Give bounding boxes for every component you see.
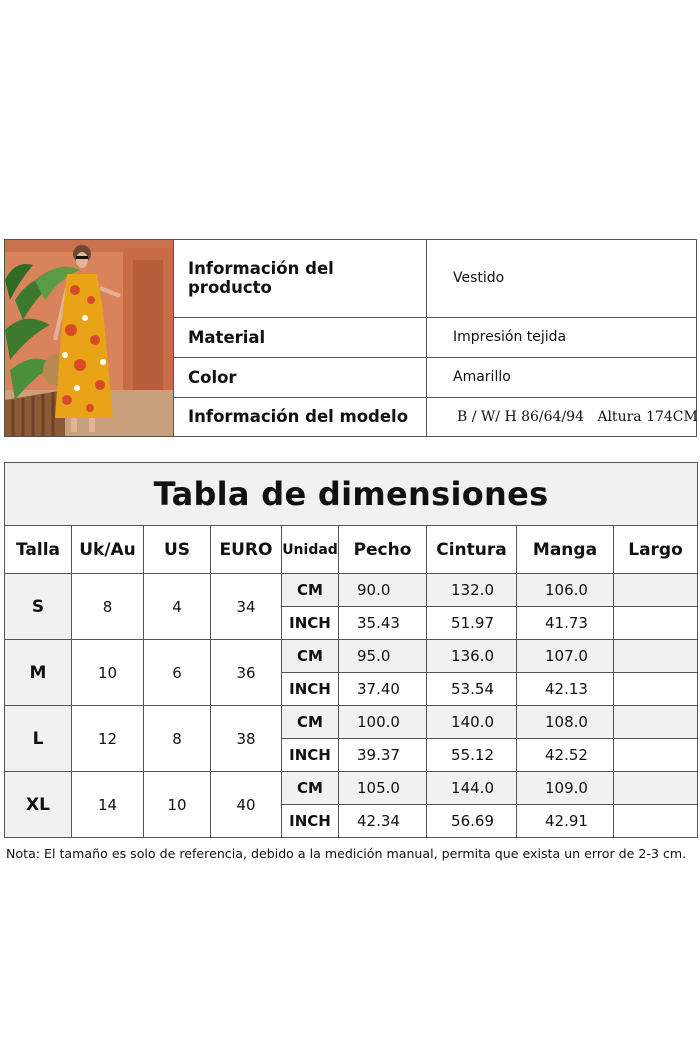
unit-cm: CM	[282, 574, 339, 607]
largo-cm	[614, 706, 698, 739]
pecho-inch: 37.40	[339, 673, 427, 706]
pecho-inch: 42.34	[339, 805, 427, 838]
size-ukau: 10	[72, 640, 144, 706]
largo-cm	[614, 772, 698, 805]
unit-cm: CM	[282, 772, 339, 805]
header-us: US	[144, 526, 211, 574]
info-label-model: Información del modelo	[174, 397, 427, 436]
info-label-product: Información del producto	[174, 240, 427, 317]
pecho-cm: 90.0	[339, 574, 427, 607]
size-euro: 36	[211, 640, 282, 706]
size-label: L	[5, 706, 72, 772]
pecho-cm: 100.0	[339, 706, 427, 739]
manga-inch: 41.73	[517, 607, 614, 640]
size-table-header	[5, 526, 698, 574]
unit-inch: INCH	[282, 805, 339, 838]
size-euro: 34	[211, 574, 282, 640]
size-us: 8	[144, 706, 211, 772]
largo-cm	[614, 640, 698, 673]
cintura-inch: 53.54	[427, 673, 517, 706]
manga-cm: 106.0	[517, 574, 614, 607]
unit-inch: INCH	[282, 607, 339, 640]
info-label-material: Material	[174, 317, 427, 357]
product-info-panel	[4, 239, 697, 437]
size-ukau: 14	[72, 772, 144, 838]
header-manga: Manga	[517, 526, 614, 574]
cintura-cm: 144.0	[427, 772, 517, 805]
model-photo	[5, 240, 174, 436]
size-ukau: 12	[72, 706, 144, 772]
product-info-table	[174, 240, 696, 436]
table-row	[5, 772, 698, 805]
header-talla: Talla	[5, 526, 72, 574]
table-row	[5, 574, 698, 607]
largo-cm	[614, 574, 698, 607]
size-us: 6	[144, 640, 211, 706]
manga-cm: 107.0	[517, 640, 614, 673]
size-table-title: Tabla de dimensiones	[5, 463, 698, 526]
table-row	[5, 706, 698, 739]
manga-inch: 42.52	[517, 739, 614, 772]
size-euro: 38	[211, 706, 282, 772]
largo-inch	[614, 739, 698, 772]
info-value-material: Impresión tejida	[427, 317, 697, 357]
unit-inch: INCH	[282, 673, 339, 706]
largo-inch	[614, 805, 698, 838]
cintura-inch: 55.12	[427, 739, 517, 772]
pecho-cm: 95.0	[339, 640, 427, 673]
header-pecho: Pecho	[339, 526, 427, 574]
unit-cm: CM	[282, 706, 339, 739]
info-value-color: Amarillo	[427, 357, 697, 397]
pecho-inch: 39.37	[339, 739, 427, 772]
header-cintura: Cintura	[427, 526, 517, 574]
info-row-product	[174, 240, 696, 317]
pecho-cm: 105.0	[339, 772, 427, 805]
manga-inch: 42.91	[517, 805, 614, 838]
info-label-color: Color	[174, 357, 427, 397]
model-photo-image	[5, 240, 173, 436]
unit-cm: CM	[282, 640, 339, 673]
info-value-model: B / W/ H 86/64/94 Altura 174CM	[457, 408, 698, 425]
unit-inch: INCH	[282, 739, 339, 772]
cintura-cm: 136.0	[427, 640, 517, 673]
size-note: Nota: El tamaño es solo de referencia, debido a la medición manual, permita que exista un error de 2-3 cm.	[6, 846, 687, 861]
header-unidad: Unidad	[282, 526, 339, 574]
size-label: M	[5, 640, 72, 706]
cintura-cm: 132.0	[427, 574, 517, 607]
size-us: 4	[144, 574, 211, 640]
header-largo: Largo	[614, 526, 698, 574]
cintura-inch: 51.97	[427, 607, 517, 640]
size-ukau: 8	[72, 574, 144, 640]
largo-inch	[614, 607, 698, 640]
size-us: 10	[144, 772, 211, 838]
size-table	[4, 462, 698, 838]
cintura-cm: 140.0	[427, 706, 517, 739]
size-label: S	[5, 574, 72, 640]
pecho-inch: 35.43	[339, 607, 427, 640]
info-row-color	[174, 357, 696, 397]
info-value-product: Vestido	[427, 240, 697, 317]
header-ukau: Uk/Au	[72, 526, 144, 574]
info-row-material	[174, 317, 696, 357]
table-row	[5, 640, 698, 673]
manga-inch: 42.13	[517, 673, 614, 706]
manga-cm: 108.0	[517, 706, 614, 739]
manga-cm: 109.0	[517, 772, 614, 805]
cintura-inch: 56.69	[427, 805, 517, 838]
largo-inch	[614, 673, 698, 706]
size-euro: 40	[211, 772, 282, 838]
size-label: XL	[5, 772, 72, 838]
header-euro: EURO	[211, 526, 282, 574]
info-row-model	[174, 397, 696, 436]
